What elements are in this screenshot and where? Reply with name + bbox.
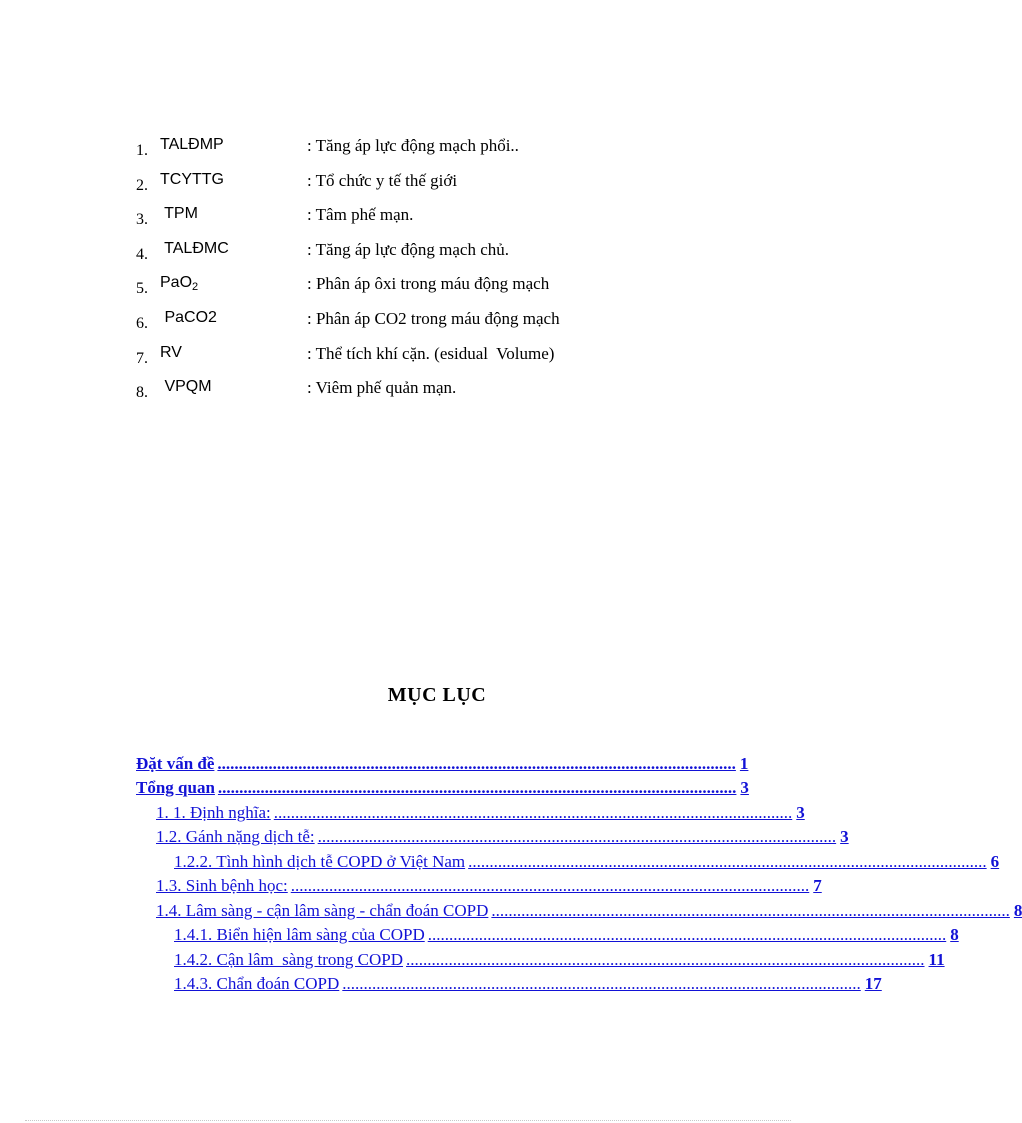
toc-page-number: 17	[864, 974, 882, 993]
abbreviation-meaning: : Thể tích khí cặn. (esidual Volume)	[307, 343, 555, 363]
abbreviation-key: RV	[160, 343, 182, 361]
toc-entry-text: Đặt vấn đề	[136, 753, 215, 773]
abbreviation-meaning: : Tổ chức y tế thế giới	[307, 170, 458, 190]
toc-entry-text: 1.4.3. Chẩn đoán COPD	[174, 974, 340, 993]
abbreviation-meaning: : Phân áp CO2 trong máu động mạch	[307, 308, 560, 328]
abbreviation-row	[136, 240, 656, 275]
toc-leader-dots: ..........................................................................................................................	[427, 925, 947, 944]
abbreviation-row	[136, 309, 656, 344]
toc-entry-text: Tổng quan	[136, 778, 215, 797]
toc-entry-text: 1.2.2. Tình hình dịch tễ COPD ở Việt Nam	[174, 851, 466, 871]
abbreviation-meaning: : Phân áp ôxi trong máu động mạch	[307, 274, 550, 294]
toc-page-number: 7	[813, 876, 822, 895]
toc-link-tong-quan[interactable]	[136, 775, 749, 800]
toc-page-number: 6	[990, 851, 1000, 871]
toc-leader-dots: ..........................................................................................................................	[468, 851, 987, 871]
abbreviation-key: TPM	[160, 205, 198, 223]
toc-leader-dots: ..........................................................................................................................	[406, 949, 925, 969]
toc-leader-dots: ..........................................................................................................................	[217, 778, 737, 797]
abbreviation-number: 4.	[136, 245, 148, 263]
abbreviation-number: 6.	[136, 314, 148, 332]
toc-leader-dots: ..........................................................................................................................	[290, 876, 810, 895]
toc-entry-text: 1. 1. Định nghĩa:	[156, 802, 271, 822]
toc-leader-dots: ..........................................................................................................................	[317, 827, 837, 846]
toc-leader-dots: ..........................................................................................................................	[217, 753, 736, 773]
toc-link-ganh-nang-dich-te[interactable]	[156, 824, 849, 849]
table-of-contents	[136, 750, 1022, 995]
toc-link-can-lam-sang[interactable]	[174, 946, 945, 971]
page-bottom-divider	[25, 1120, 791, 1121]
abbreviation-key: TCYTTG	[160, 170, 224, 188]
toc-entry-text: 1.3. Sinh bệnh học:	[156, 876, 288, 895]
abbreviation-key: VPQM	[160, 378, 212, 396]
abbreviation-key-text: PaO	[160, 274, 193, 292]
toc-page-number: 3	[740, 778, 749, 797]
toc-link-lam-sang[interactable]	[156, 897, 1022, 922]
toc-page-number: 8	[1013, 900, 1022, 920]
toc-link-dinh-nghia[interactable]	[156, 799, 805, 824]
abbreviation-number: 2.	[136, 176, 148, 194]
abbreviation-row	[136, 171, 656, 206]
toc-leader-dots: ..........................................................................................................................	[342, 974, 861, 993]
abbreviation-meaning: : Tâm phế mạn.	[307, 205, 414, 225]
abbreviation-meaning: : Tăng áp lực động mạch phổi..	[307, 136, 519, 155]
abbreviation-row	[136, 136, 656, 171]
abbreviation-number: 8.	[136, 384, 148, 402]
abbreviation-row	[136, 205, 656, 240]
abbreviation-number: 1.	[136, 142, 148, 159]
abbreviation-number: 7.	[136, 349, 148, 367]
toc-page-number: 11	[928, 949, 945, 969]
toc-leader-dots: ..........................................................................................................................	[273, 802, 793, 822]
abbreviation-row	[136, 344, 656, 379]
toc-title: MỤC LỤC	[387, 684, 487, 706]
abbreviation-number: 3.	[136, 211, 148, 229]
toc-link-sinh-benh-hoc[interactable]	[156, 873, 822, 898]
abbreviation-key	[160, 274, 198, 293]
toc-page-number: 1	[739, 753, 749, 773]
toc-entry-text: 1.4.1. Biển hiện lâm sàng của COPD	[174, 925, 425, 944]
abbreviation-row	[136, 378, 656, 413]
toc-leader-dots: ..........................................................................................................................	[491, 900, 1010, 920]
abbreviation-number: 5.	[136, 280, 148, 298]
toc-link-tinh-hinh-dich-te[interactable]	[174, 848, 1000, 873]
abbreviation-list	[136, 136, 656, 413]
abbreviation-key: PaCO2	[160, 308, 217, 326]
abbreviation-key-subscript: 2	[192, 281, 199, 294]
toc-link-dat-van-de[interactable]	[136, 750, 749, 775]
toc-link-bien-hien-lam-sang[interactable]	[174, 922, 959, 947]
abbreviation-meaning: : Viêm phế quản mạn.	[307, 378, 457, 398]
toc-entry-text: 1.4.2. Cận lâm sàng trong COPD	[174, 949, 404, 969]
toc-page-number: 8	[950, 925, 959, 944]
toc-page-number: 3	[796, 802, 805, 822]
toc-link-chan-doan[interactable]	[174, 971, 882, 996]
abbreviation-meaning: : Tăng áp lực động mạch chủ.	[307, 239, 509, 259]
abbreviation-key: TALĐMC	[160, 239, 229, 257]
abbreviation-key: TALĐMP	[160, 136, 224, 153]
toc-entry-text: 1.2. Gánh nặng dịch tễ:	[156, 827, 315, 846]
abbreviation-row	[136, 274, 656, 309]
toc-entry-text: 1.4. Lâm sàng - cận lâm sàng - chẩn đoán COPD	[156, 900, 489, 920]
toc-page-number: 3	[840, 827, 849, 846]
